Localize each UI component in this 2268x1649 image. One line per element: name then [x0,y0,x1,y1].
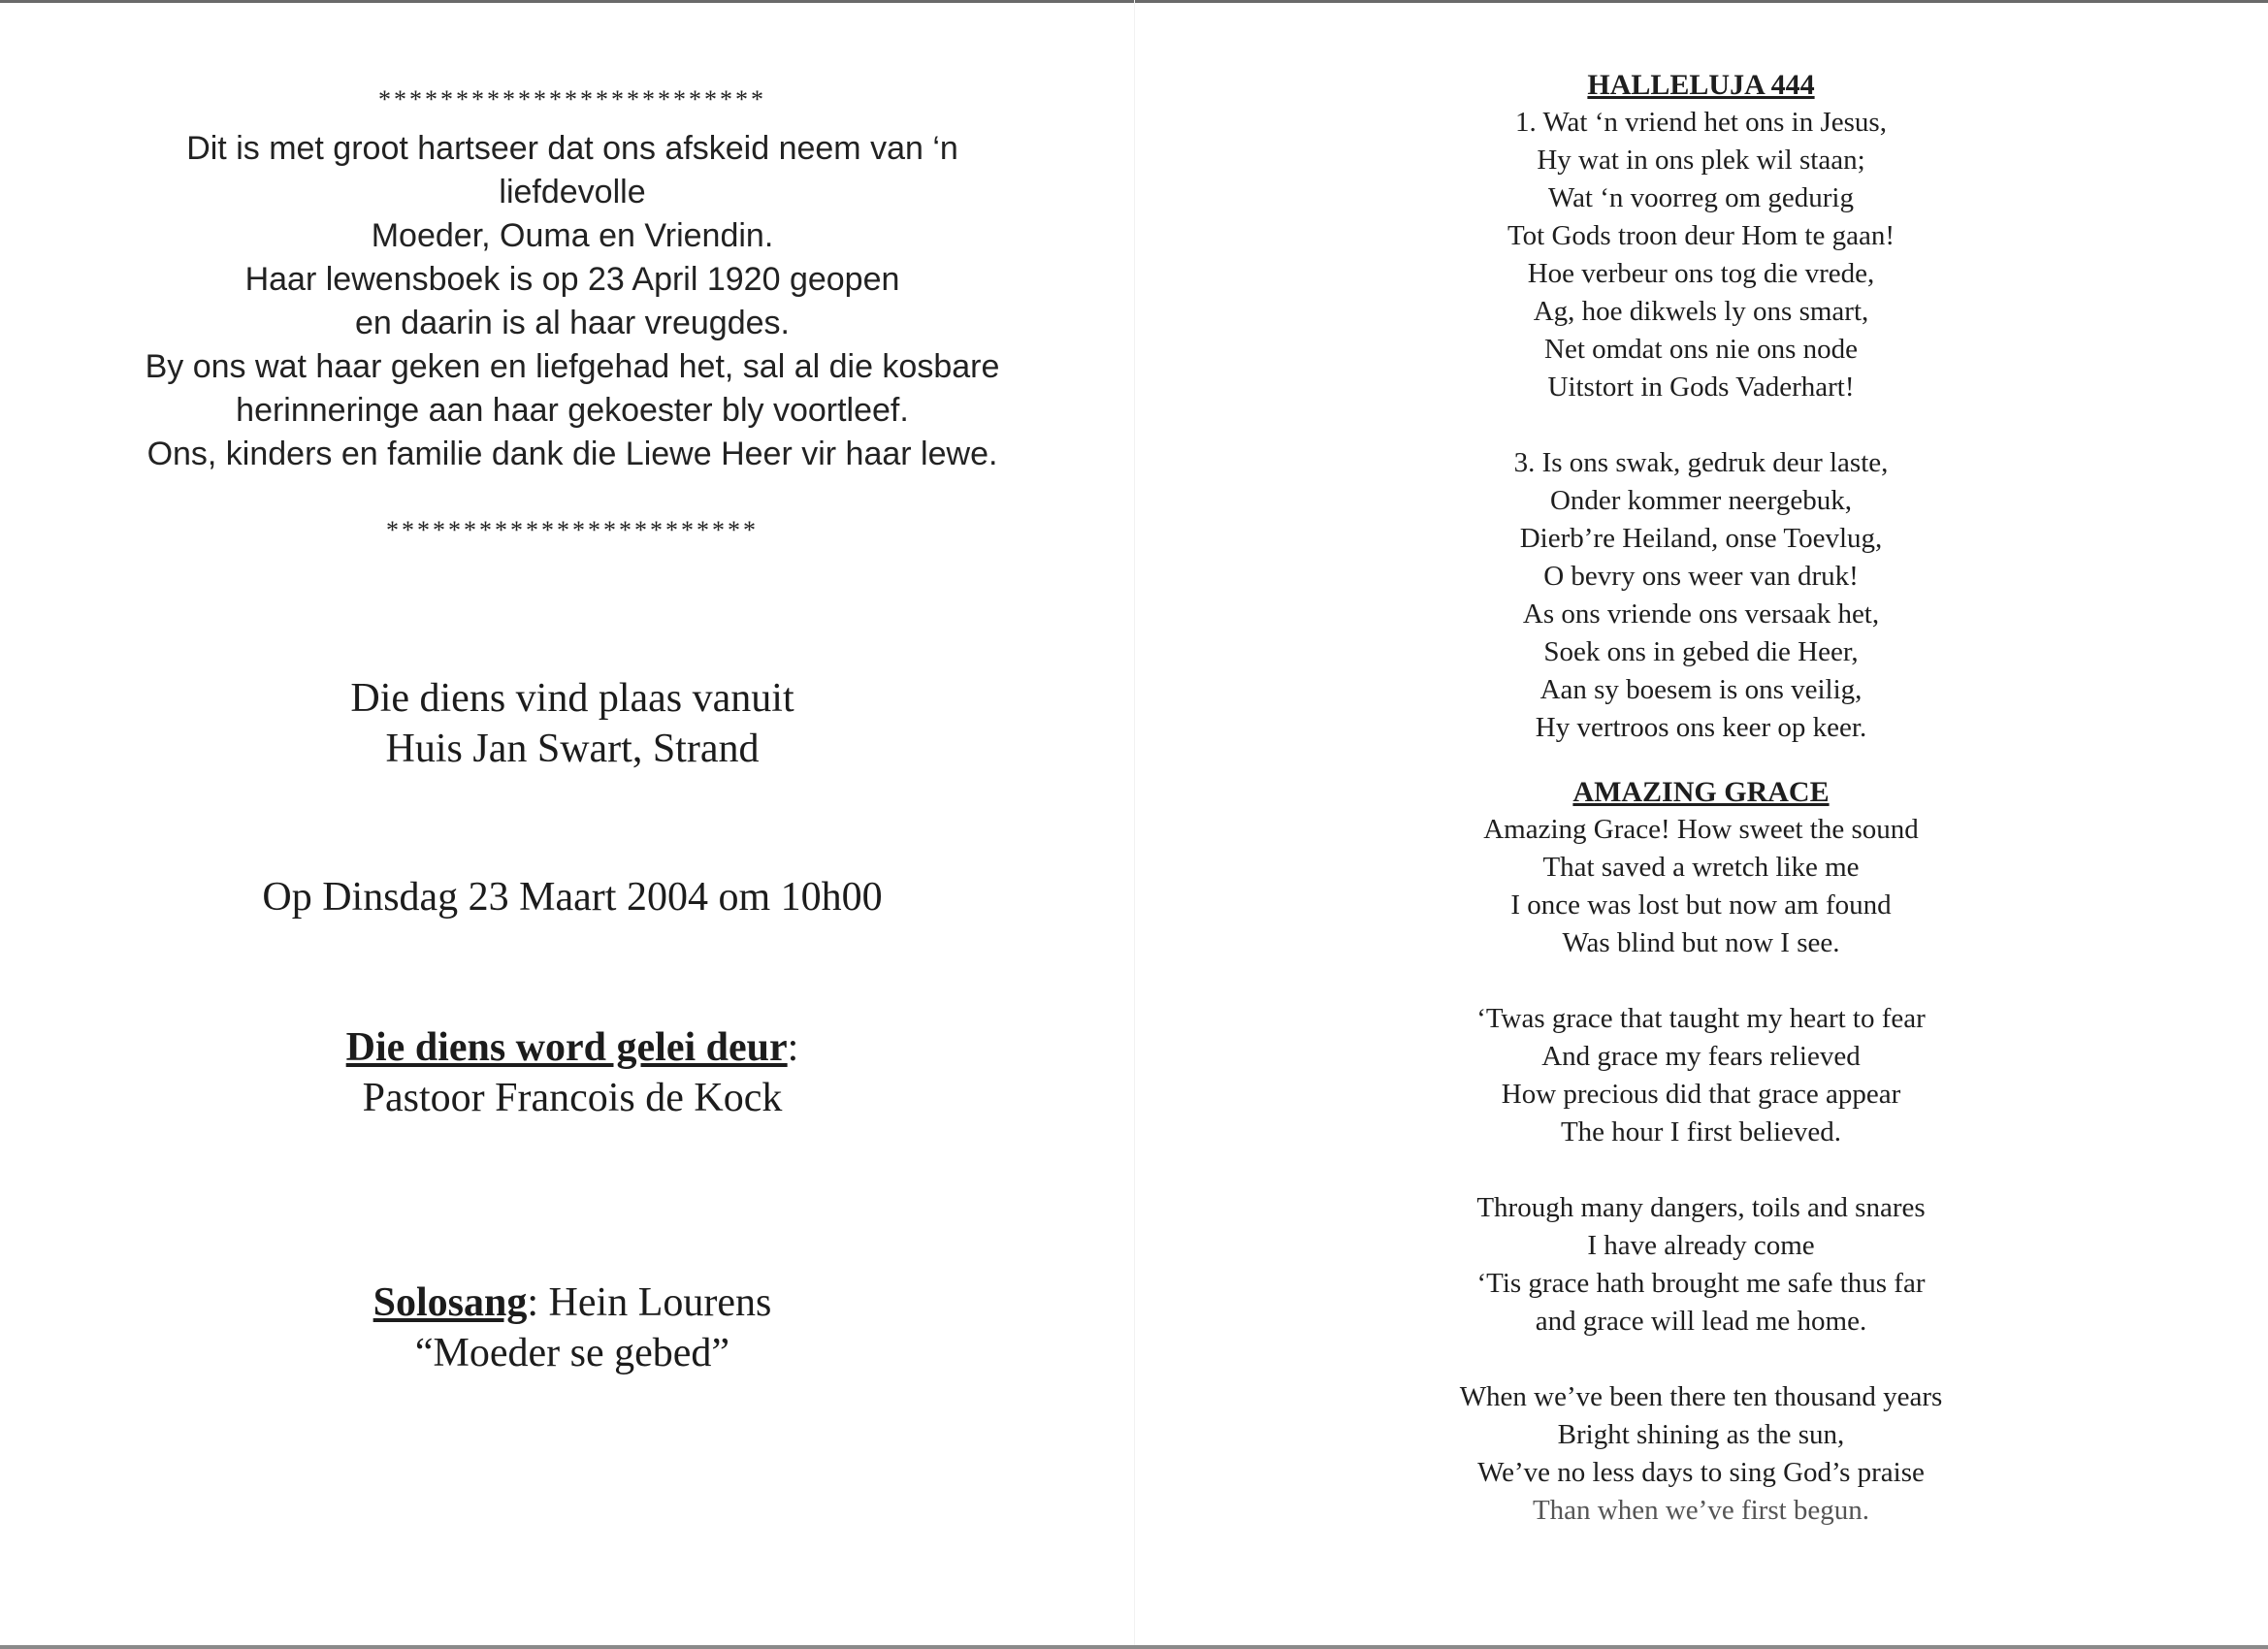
solo-song-title: “Moeder se gebed” [414,1331,730,1375]
hymn-verse-4 [1134,1378,2268,1530]
stanza-gap [1134,962,2268,1000]
venue [0,673,1145,774]
lyric-line: Ag, hoe dikwels ly ons smart, [1533,296,1869,327]
lyric-line: Hy wat in ons plek wil staan; [1537,145,1865,176]
scan-edge-bottom [0,1645,2268,1649]
hymn-verse-1 [1134,811,2268,962]
stanza-gap [1134,1341,2268,1378]
intro-line: Dit is met groot hartseer dat ons afskeid neem van ‘n [186,130,958,167]
lyric-line: ‘Twas grace that taught my heart to fear [1476,1003,1926,1034]
service-date: Op Dinsdag 23 Maart 2004 om 10h00 [262,875,883,920]
led-by [0,1022,1145,1123]
hymn-halleluja-444 [1134,66,2268,747]
lyric-line: Onder kommer neergebuk, [1549,485,1853,516]
stanza-gap [1134,406,2268,444]
lyric-line: Than when we’ve first begun. [1532,1495,1870,1526]
lyric-line: Through many dangers, toils and snares [1476,1192,1926,1223]
intro-paragraph [0,127,1145,476]
solo-singer: : Hein Lourens [527,1280,772,1325]
lyric-line: Dierb’re Heiland, onse Toevlug, [1519,523,1883,554]
lyric-line: Aan sy boesem is ons veilig, [1539,674,1863,705]
lyric-line: How precious did that grace appear [1501,1079,1901,1110]
right-page [1134,0,2268,1649]
lyric-line: I once was lost but now am found [1510,889,1892,921]
intro-line: herinneringe aan haar gekoester bly voortleef. [236,392,909,429]
intro-line: Ons, kinders en familie dank die Liewe Heer vir haar lewe. [146,436,998,472]
hymn-amazing-grace [1134,773,2268,1530]
led-by-heading [0,1022,1145,1073]
led-by-colon: : [787,1025,799,1070]
lyric-line: Hy vertroos ons keer op keer. [1535,712,1867,743]
hymn-verse-2 [1134,1000,2268,1151]
lyric-line: Tot Gods troon deur Hom te gaan! [1507,220,1895,251]
hymn-title: HALLELUJA 444 [1587,69,1815,101]
lyric-line: That saved a wretch like me [1542,852,1860,883]
lyric-line: ‘Tis grace hath brought me safe thus far [1476,1268,1926,1299]
stars-divider-bottom: ************************ [386,516,759,544]
intro-line: liefdevolle [499,174,646,210]
lyric-line: and grace will lead me home. [1535,1306,1867,1337]
lyric-line: Bright shining as the sun, [1557,1419,1845,1450]
venue-line-2: Huis Jan Swart, Strand [385,727,760,771]
lyric-line: As ons vriende ons versaak het, [1522,598,1880,630]
lyric-line: And grace my fears relieved [1541,1041,1861,1072]
hymn-title: AMAZING GRACE [1572,776,1830,808]
intro-line: Moeder, Ouma en Vriendin. [371,217,774,254]
lyric-line: Was blind but now I see. [1562,927,1840,958]
lyric-line: When we’ve been there ten thousand years [1459,1381,1943,1412]
solo-label: Solosang [373,1280,528,1325]
hymn-verse-3 [1134,1189,2268,1341]
lyric-line: Hoe verbeur ons tog die vrede, [1527,258,1875,289]
lyric-line: 3. Is ons swak, gedruk deur laste, [1513,447,1889,478]
solo-heading [0,1277,1145,1328]
hymn-verse-1 [1134,104,2268,406]
venue-line-1: Die diens vind plaas vanuit [350,676,794,721]
stanza-gap [1134,1151,2268,1189]
intro-line: en daarin is al haar vreugdes. [355,305,790,341]
stars-divider-top: ************************* [378,85,766,113]
lyric-line: Wat ‘n voorreg om gedurig [1548,182,1854,213]
intro-line: By ons wat haar geken en liefgehad het, sal al die kosbare [145,348,1000,385]
led-by-label: Die diens word gelei deur [345,1025,788,1070]
lyric-line: Soek ons in gebed die Heer, [1543,636,1859,667]
solo [0,1277,1145,1378]
lyric-line: Uitstort in Gods Vaderhart! [1547,372,1855,403]
lyric-line: 1. Wat ‘n vriend het ons in Jesus, [1515,107,1887,138]
lyric-line: I have already come [1587,1230,1815,1261]
officiant-name: Pastoor Francois de Kock [362,1076,783,1120]
lyric-line: Amazing Grace! How sweet the sound [1483,814,1919,845]
hymn-verse-3 [1134,444,2268,747]
lyric-line: O bevry ons weer van druk! [1543,561,1859,592]
lyric-line: Net omdat ons nie ons node [1544,334,1858,365]
lyric-line: The hour I first believed. [1560,1116,1842,1148]
lyric-line: We’ve no less days to sing God’s praise [1477,1457,1925,1488]
intro-line: Haar lewensboek is op 23 April 1920 geopen [244,261,900,298]
